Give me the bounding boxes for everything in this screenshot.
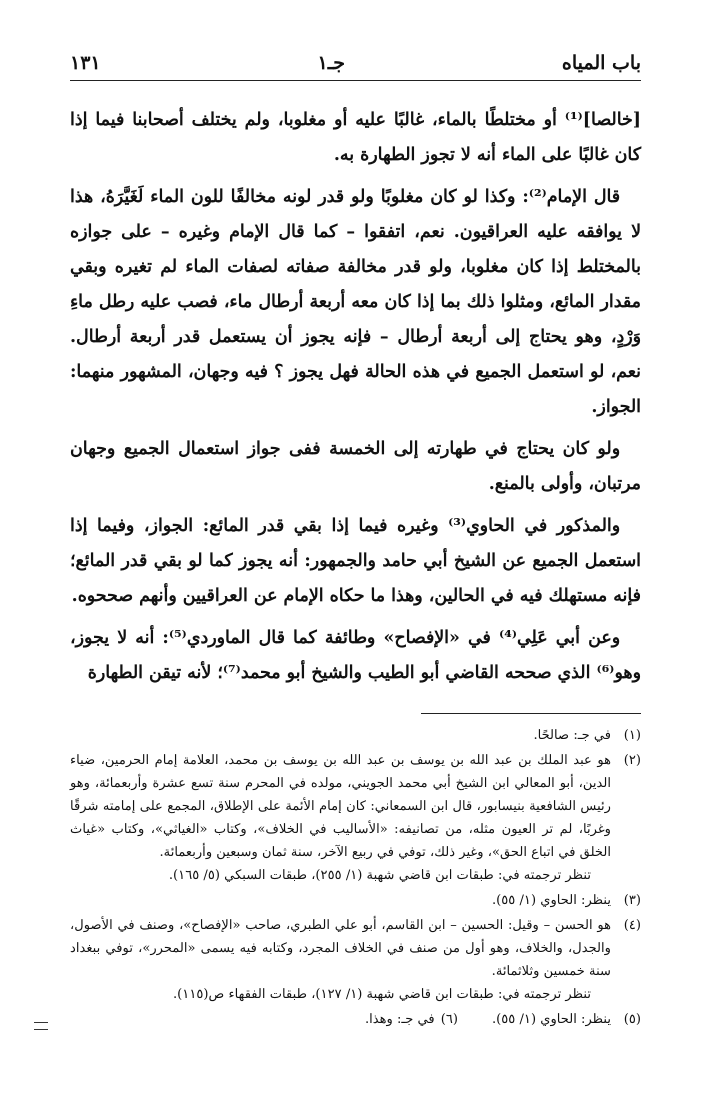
main-text (70, 103, 641, 691)
footnote-text: هو عبد الملك بن عبد الله بن يوسف بن عبد الله بن يوسف بن محمد، العلامة إمام الحرمين، ضياء الدين، أبو المعالي ابن الشيخ أبي محمد الجويني، مولده في المحرم سنة تسع عشرة وأربعمائة، وهو رئيس الشافعية بنيسابور، قال ابن السمعاني: كان إمام الأئمة على الإطلاق، المجمع على إمامته شرقًا وغربًا، لم تر العيون مثله، من تصانيفه: «الأساليب في الخلاف»، وكتاب «الغياثي»، وكتاب «غياث الخلق في اتباع الحق»، وغير ذلك، توفي في ربيع الآخر، سنة ثمان وسبعين وأربعمائة. (70, 752, 611, 860)
footnote-text: في جـ: صالحًا. (533, 727, 611, 743)
footnote-number: (١) (623, 727, 641, 743)
running-head (70, 52, 641, 80)
footnote-body (70, 914, 611, 1006)
book-page (70, 52, 641, 1033)
page-number: ١٣١ (70, 52, 101, 74)
footnote-text: هو الحسن – وقيل: الحسين – ابن القاسم، أبو علي الطبري، صاحب «الإفصاح»، وصنف في الأصول، والجدل، والخلاف، وهو أول من صنف في الخلاف المجرد، وكتابه فيه يسمى «المحرر»، توفي ببغداد سنة خمسين وثلاثمائة. (70, 917, 611, 979)
footnote-body (70, 749, 611, 887)
footnotes (70, 724, 641, 1031)
footnote-pair (70, 1008, 611, 1031)
paragraph: وعن أبي عَلِي⁽⁴⁾ في «الإفصاح» وطائفة كما قال الماوردي⁽⁵⁾: أنه لا يجوز، وهو⁽⁶⁾ الذي صححه القاضي أبو الطيب والشيخ أبو محمد⁽⁷⁾؛ لأنه تيقن الطهارة (70, 627, 641, 683)
footnote-item (70, 889, 641, 912)
volume-label: جـ١ (317, 52, 346, 74)
footnote-item (70, 724, 641, 747)
footnote-number: (٥) (623, 1011, 641, 1027)
footnote-divider (421, 713, 641, 714)
chapter-title: باب المياه (561, 52, 641, 74)
footnote-number: (٤) (623, 917, 641, 933)
footnote-source: تنظر ترجمته في: طبقات ابن قاضي شهبة (١/ ٢٥٥)، طبقات السبكي (٥/ ١٦٥). (168, 867, 591, 883)
footnote-item (70, 914, 641, 1006)
footnote-text: ينظر: الحاوي (١/ ٥٥). (491, 1011, 611, 1027)
paragraph: [خالصا]⁽¹⁾ أو مختلطًا بالماء، غالبًا عليه أو مغلوبا، ولم يختلف أصحابنا فيما إذا كان غالبًا على الماء أنه لا تجوز الطهارة به. (70, 109, 641, 165)
footnote-number: (٣) (623, 892, 641, 908)
paragraph: قال الإمام⁽²⁾: وكذا لو كان مغلوبًا ولو قدر لونه مخالفًا للون الماء لَغَيَّرَهُ، هذا لا يوافقه عليه العراقيون. نعم، اتفقوا – كما قال الإمام وغيره – على جوازه بالمختلط إذا كان مغلوبا، ولو قدر مخالفة صفاته لصفات الماء لم تغيره وبقي مقدار المائع، ومثلوا ذلك بما إذا كان معه أربعة أرطال ماء، فصب عليه رطل ماءِ وَرْدٍ، وهو يحتاج إلى أربعة أرطال – فإنه يجوز أن يستعمل قدر أربعة أرطال. نعم، لو استعمل الجميع في هذه الحالة فهل يجوز ؟ فيه وجهان، المشهور منهما: الجواز. (70, 186, 641, 417)
footnote-source: تنظر ترجمته في: طبقات ابن قاضي شهبة (١/ ١٢٧)، طبقات الفقهاء ص(١١٥). (173, 986, 591, 1002)
footnote-item-pair (70, 1008, 641, 1031)
header-divider (70, 80, 641, 81)
margin-mark (34, 1022, 48, 1030)
footnote-number: (٢) (623, 752, 641, 768)
footnote-item (70, 749, 641, 887)
paragraph: والمذكور في الحاوي⁽³⁾ وغيره فيما إذا بقي قدر المائع: الجواز، وفيما إذا استعمل الجميع عن الشيخ أبي حامد والجمهور: أنه يجوز كما لو بقي قدر المائع؛ فإنه مستهلك فيه في الحالين، وهذا ما حكاه الإمام عن العراقيين وأنهم صححوه. (70, 515, 641, 606)
footnote-text: في جـ: وهذا. (364, 1011, 435, 1027)
footnote-number: (٦) (440, 1011, 458, 1027)
paragraph: ولو كان يحتاج في طهارته إلى الخمسة ففى جواز استعمال الجميع وجهان مرتبان، وأولى بالمنع. (70, 438, 641, 494)
footnote-text: ينظر: الحاوي (١/ ٥٥). (491, 892, 611, 908)
